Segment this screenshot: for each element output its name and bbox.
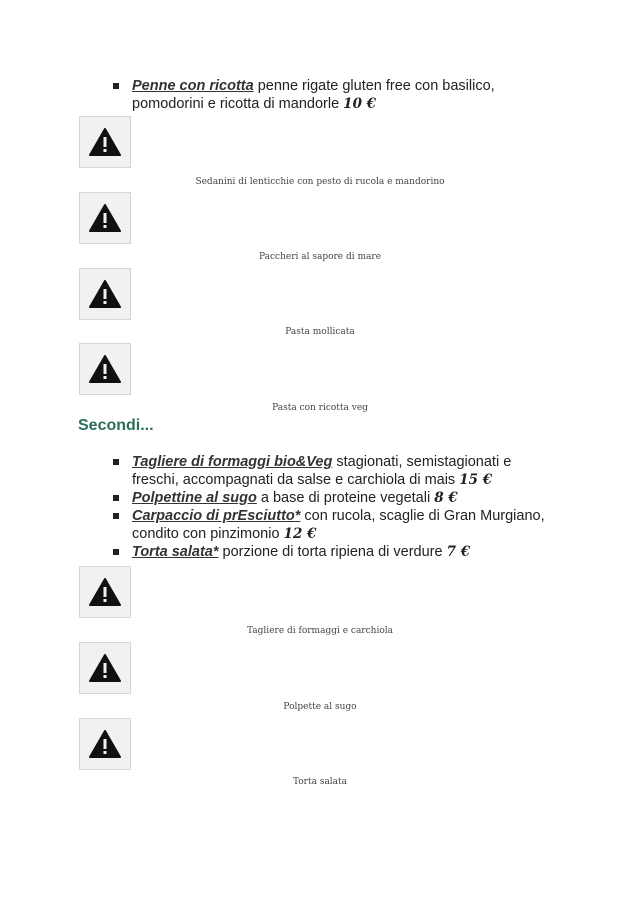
image-placeholder: [79, 192, 131, 244]
primi-list: [0, 77, 640, 113]
dish-name: Torta salata*: [132, 544, 219, 560]
dish-description: penne rigate gluten free con basilico, pomodorini e ricotta di mandorle: [132, 78, 495, 112]
image-placeholder: [79, 268, 131, 320]
secondi-list: [0, 453, 640, 561]
image-placeholder: [79, 116, 131, 168]
image-placeholder: [79, 718, 131, 770]
dish-name: Tagliere di formaggi bio&Veg: [132, 454, 333, 470]
dish-price: 10 €: [343, 96, 377, 112]
list-item: [0, 77, 640, 113]
list-item: [0, 489, 640, 507]
image-caption: Polpette al sugo: [283, 702, 357, 712]
bullet: [113, 513, 119, 519]
image-caption: Paccheri al sapore di mare: [258, 252, 382, 262]
warning-icon: [89, 730, 121, 758]
dish-name: Penne con ricotta: [132, 78, 254, 94]
bullet: [113, 459, 119, 465]
warning-icon: [89, 654, 121, 682]
image-caption: Pasta mollicata: [285, 327, 355, 337]
dish-price: 7 €: [446, 544, 471, 560]
image-placeholder: [79, 566, 131, 618]
list-item: [0, 453, 640, 489]
image-caption: Torta salata: [292, 777, 348, 787]
dish-name: Polpettine al sugo: [132, 490, 257, 506]
image-caption: Pasta con ricotta veg: [272, 403, 368, 413]
warning-icon: [89, 578, 121, 606]
dish-name: Carpaccio di prEsciutto*: [132, 508, 301, 524]
list-item: [0, 507, 640, 543]
image-placeholder: [79, 343, 131, 395]
section-heading: Secondi...: [78, 417, 154, 434]
image-placeholder: [79, 642, 131, 694]
image-caption: Tagliere di formaggi e carchiola: [247, 626, 393, 636]
dish-description: stagionati, semistagionati e freschi, accompagnati da salse e carchiola di mais: [132, 454, 512, 488]
image-caption: Sedanini di lenticchie con pesto di rucola e mandorino: [195, 177, 445, 187]
dish-description: con rucola, scaglie di Gran Murgiano, condito con pinzimonio: [132, 508, 545, 542]
dish-description: porzione di torta ripiena di verdure: [218, 544, 447, 560]
dish-price: 8 €: [434, 490, 458, 506]
bullet: [113, 549, 119, 555]
list-item: [0, 543, 640, 561]
warning-icon: [89, 204, 121, 232]
dish-price: 12 €: [283, 526, 317, 542]
warning-icon: [89, 128, 121, 156]
dish-price: 15 €: [459, 472, 493, 488]
bullet: [113, 83, 119, 89]
warning-icon: [89, 280, 121, 308]
dish-description: a base di proteine vegetali: [256, 490, 435, 506]
bullet: [113, 495, 119, 501]
warning-icon: [89, 355, 121, 383]
